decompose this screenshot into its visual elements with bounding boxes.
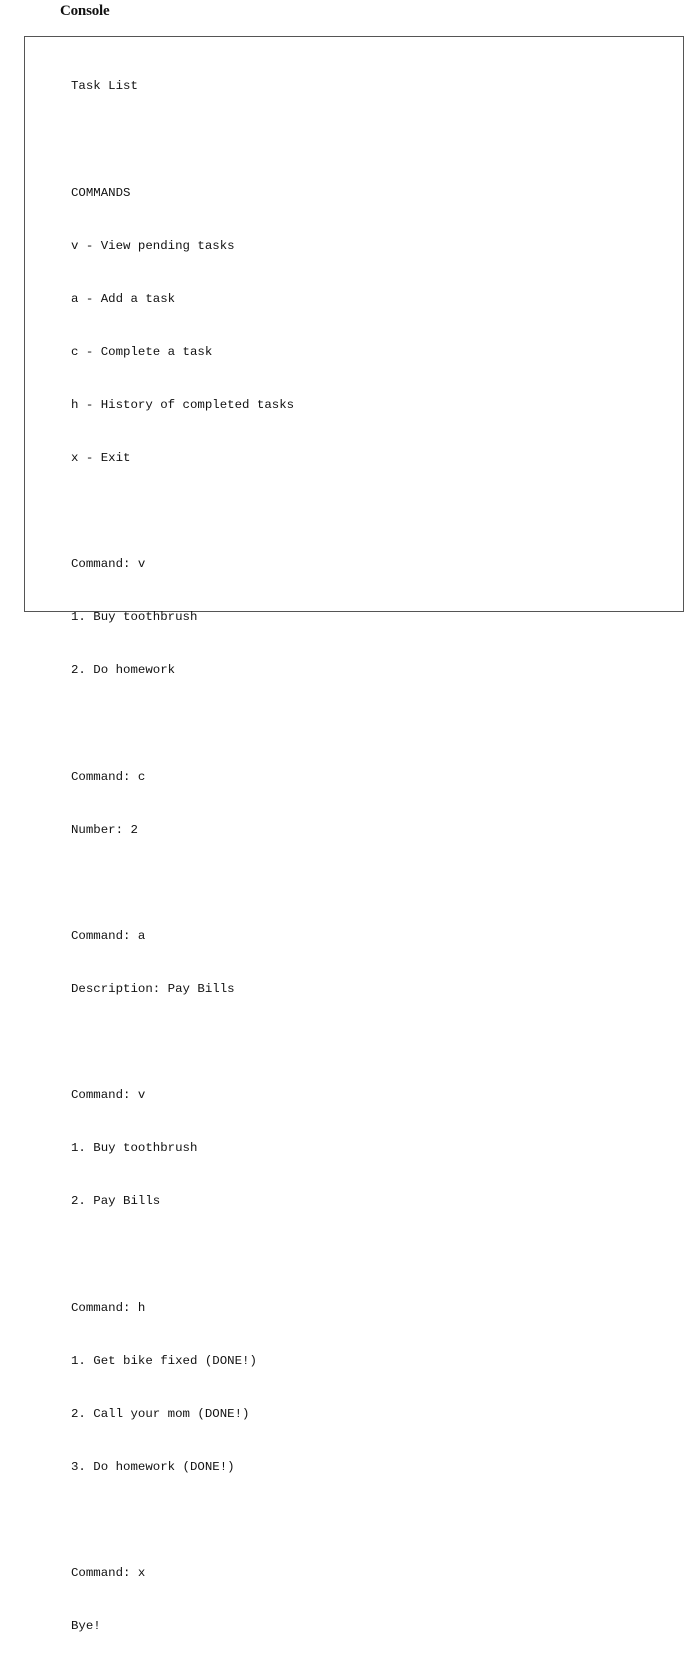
console-output-text <box>71 43 294 1671</box>
console-line: COMMANDS <box>71 185 131 200</box>
console-line: Command: x <box>71 1566 146 1581</box>
console-line: 2. Do homework <box>71 663 176 678</box>
console-line <box>71 503 294 521</box>
console-line: Task List <box>71 79 138 94</box>
console-line: Command: v <box>71 557 146 572</box>
console-line: c - Complete a task <box>71 344 213 359</box>
console-line <box>71 1034 294 1052</box>
console-line: x - Exit <box>71 451 131 466</box>
console-line: 1. Buy toothbrush <box>71 610 198 625</box>
console-line: 2. Pay Bills <box>71 1194 161 1209</box>
console-line: Bye! <box>71 1619 101 1634</box>
console-line: 1. Get bike fixed (DONE!) <box>71 1353 257 1368</box>
console-line: v - View pending tasks <box>71 238 235 253</box>
console-line <box>71 132 294 150</box>
console-line: Command: c <box>71 769 146 784</box>
console-line <box>71 1246 294 1264</box>
console-line: Command: v <box>71 1088 146 1103</box>
console-line: Command: a <box>71 928 146 943</box>
console-heading: Console <box>60 3 110 19</box>
console-line: 2. Call your mom (DONE!) <box>71 1406 250 1421</box>
console-line <box>71 1512 294 1530</box>
console-line <box>71 716 294 734</box>
console-line: Description: Pay Bills <box>71 982 235 996</box>
console-line: Command: h <box>71 1300 146 1315</box>
console-line <box>71 875 294 893</box>
console-line: 3. Do homework (DONE!) <box>71 1459 235 1474</box>
console-line: 1. Buy toothbrush <box>71 1141 198 1156</box>
console-line: a - Add a task <box>71 291 176 306</box>
console-line: Number: 2 <box>71 822 138 837</box>
console-output-panel <box>24 36 684 1634</box>
console-line: h - History of completed tasks <box>71 397 295 412</box>
